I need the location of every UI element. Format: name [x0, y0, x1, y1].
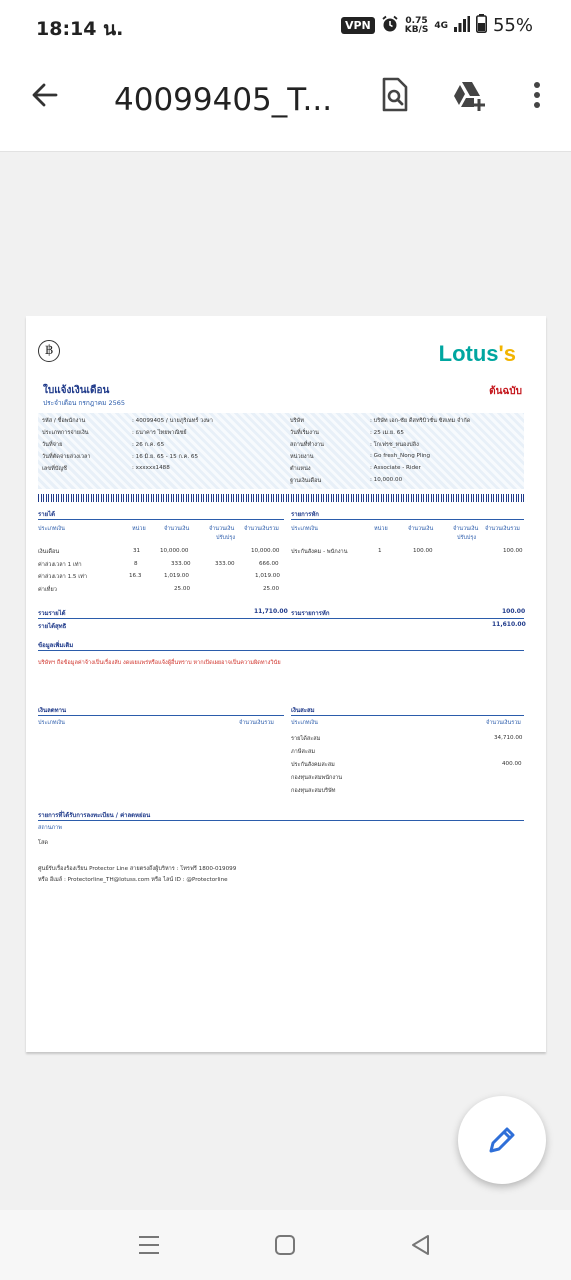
footer-contact: หรือ อีเมล์ : Protectorline_TH@lotuss.com หรือ ไลน์ ID : @Protectorline	[38, 877, 228, 883]
status-col: สถานภาพ	[38, 825, 62, 831]
document-title: 40099405_T...	[114, 82, 333, 118]
edit-pencil-icon	[485, 1123, 519, 1157]
alarm-icon	[381, 15, 399, 37]
back-icon	[408, 1232, 434, 1258]
marital-status: โสด	[38, 840, 49, 846]
network-type: 4G	[434, 20, 448, 31]
divider	[38, 820, 524, 821]
leave-header: เงินลดทาน	[38, 707, 67, 714]
payslip-period: ประจำเดือน กรกฎาคม 2565	[43, 399, 126, 407]
deduction-col-unit: หน่วย	[374, 526, 388, 532]
accumulated-header: เงินสะสม	[291, 707, 315, 714]
document-viewer[interactable]	[0, 153, 571, 1210]
net-income-value: 11,610.00	[492, 621, 526, 628]
edit-button[interactable]	[458, 1096, 546, 1184]
income-col-total: จำนวนเงินรวม	[244, 526, 279, 532]
income-col-adjust: จำนวนเงิน	[209, 526, 235, 532]
app-bar	[0, 54, 571, 152]
battery-icon	[476, 14, 487, 37]
battery-percent: 55%	[492, 15, 533, 36]
lotuss-logo: Lotus's	[438, 341, 516, 366]
employee-info: รหัส / ชื่อพนักงาน : 40099405 / นายภูริณทร์ วงษา ประเภทการจ่ายเงิน : ธนาคาร ไทยพาณิชย์ วันที่จ่าย : 26 ก.ค. 65 วันที่ตัดจ่ายล่วงเวลา : 16 มิ.ย. 65 - 15 ก.ค. 65 เลขที่บัญชี : xxxxxx1488 บริษัท : บริษัท เอก-ชัย ดีสทริบิวชั่น ซิสเทม จำกัด วันที่เริ่มงาน : 25 เม.ย. 65 สถานที่ทำงาน : โกเฟรช_หนองปลิง หน่วยงาน : Go fresh_Nong Pling ตำแหน่ง : Associate - Rider ฐานเงินเดือน : 10,000.00	[38, 413, 524, 489]
more-options-button[interactable]	[527, 76, 547, 114]
income-col-adjust-sub: ปรับปรุง	[216, 535, 236, 541]
original-stamp: ต้นฉบับ	[489, 386, 522, 397]
more-vert-icon	[527, 76, 547, 114]
income-col-unit: หน่วย	[132, 526, 146, 532]
home-icon	[272, 1232, 298, 1258]
recents-button[interactable]	[136, 1232, 162, 1258]
income-col-type: ประเภทเงิน	[38, 526, 65, 532]
add-to-drive-button[interactable]	[450, 76, 484, 114]
income-header: รายได้	[38, 511, 56, 518]
accumulated-col-total: จำนวนเงินรวม	[486, 720, 521, 726]
deduction-col-adjust-sub: ปรับปรุง	[457, 535, 477, 541]
add-to-drive-icon	[450, 76, 488, 114]
vpn-badge: VPN	[341, 17, 375, 34]
search-document-icon	[378, 76, 412, 114]
net-income-label: รายได้สุทธิ	[38, 623, 67, 630]
divider	[38, 650, 524, 651]
system-nav-bar	[0, 1210, 571, 1280]
confidential-note: บริษัทฯ ถือข้อมูลค่าจ้างเป็นเรื่องลับ งดเผยแพร่หรือแจ้งผู้อื่นทราบ หากเปิดเผยอาจเป็นความผิดทางวินัย	[38, 660, 281, 666]
extra-info-header: ข้อมูลเพิ่มเติม	[38, 642, 74, 649]
speed-value: 0.75	[405, 15, 428, 26]
search-document-button[interactable]	[378, 76, 412, 114]
divider	[291, 715, 524, 716]
speed-unit: KB/S	[404, 24, 429, 35]
status-bar	[0, 0, 571, 54]
divider	[38, 715, 284, 716]
back-arrow-icon	[28, 78, 62, 112]
deduction-total-label: รวมรายการหัก	[291, 610, 330, 617]
leave-col-total: จำนวนเงินรวม	[239, 720, 274, 726]
network-speed	[405, 17, 429, 35]
payslip-page: ฿ Lotus's ใบแจ้งเงินเดือน ประจำเดือน กรกฎาคม 2565 ต้นฉบับ รหัส / ชื่อพนักงาน : 40099405 / นายภูริณทร์ วงษา ประเภทการจ่ายเงิน : ธนาคาร ไทยพาณิชย์ วันที่จ่าย : 26 ก.ค. 65 วันที่ตัดจ่ายล่วงเวลา : 16 มิ.ย. 65 - 15 ก.ค. 65 เลขที่บัญชี : xxxxxx1488 บริษัท : บริษัท เอก-ชัย ดีสทริบิวชั่น ซิสเทม จำกัด วันที่เริ่มงาน : 25 เม.ย. 65 สถานที่ทำงาน : โกเฟรช_หนองปลิง หน่วยงาน : Go fresh_Nong Pling ตำแหน่ง : Associate - Rider ฐานเงินเดือน : 10,000.00 รายได้ ประเภทเงิน หน่วย จำนวนเงิน จำนวนเงิน ปรับปรุง จำนวนเงินรวม เงินเดือน 31 10,000.00 10,000.00 ค่าล่วงเวลา 1 เท่า 8 333.00 333.00 666.00 ค่าล่วงเวลา 1.5 เท่า 16.3 1,019.00 1,019.00 ค่าเที่ยว 25.00 25.00 รวมรายได้ 11,710.00 รายได้สุทธิ 11,610.00 รายการหัก ประเภทเงิน หน่วย จำนวนเงิน จำนวนเงิน ปรับปรุง จำนวนเงินรวม ประกันสังคม - พนักงาน 1 100.00 100.00 รวมรายการหัก 100.00 ข้อมูลเพิ่มเติม บริษัทฯ ถือข้อมูลค่าจ้างเป็นเรื่องลับ งดเผยแพร่หรือแจ้งผู้อื่นทราบ หากเปิดเผยอาจเป็นความผิดทางวินัย เงินลดทาน ประเภทเงิน จำนวนเงินรวม เงินสะสม ประเภทเงิน จำนวนเงินรวม รายได้สะสม 34,710.00 ภาษีสะสม ประกันสังคมสะสม 400.00 กองทุนสะสมพนักงาน กองทุนสะสมบริษัท รายการที่ได้รับการลงทะเบียน / ค่าลดหย่อน สถานภาพ โสด ศูนย์รับเรื่องร้องเรียน Protector Line สายตรงถึงผู้บริหาร : โทรฟรี 1800-019099 หรือ อีเมล์ : Protectorline_TH@lotuss.com หรือ ไลน์ ID : @Protectorline	[26, 316, 546, 1052]
barcode-strip	[38, 494, 524, 502]
recents-icon	[136, 1232, 162, 1258]
divider	[38, 618, 524, 619]
status-time: 18:14 น.	[36, 18, 124, 40]
baht-logo-icon: ฿	[38, 340, 60, 362]
income-total-value: 11,710.00	[254, 608, 288, 615]
deduction-col-total: จำนวนเงินรวม	[485, 526, 520, 532]
income-total-label: รวมรายได้	[38, 610, 66, 617]
home-button[interactable]	[272, 1232, 298, 1258]
deduction-col-adjust: จำนวนเงิน	[453, 526, 479, 532]
nav-back-button[interactable]	[408, 1232, 434, 1258]
footer-hotline: ศูนย์รับเรื่องร้องเรียน Protector Line สายตรงถึงผู้บริหาร : โทรฟรี 1800-019099	[38, 866, 237, 872]
back-button[interactable]	[28, 78, 62, 112]
divider	[291, 519, 524, 520]
deduction-col-type: ประเภทเงิน	[291, 526, 318, 532]
income-col-amount: จำนวนเงิน	[164, 526, 190, 532]
deduction-total-value: 100.00	[502, 608, 526, 615]
status-icons	[341, 14, 533, 37]
accumulated-col-type: ประเภทเงิน	[291, 720, 318, 726]
signal-icon	[454, 16, 470, 36]
payslip-title: ใบแจ้งเงินเดือน	[43, 385, 110, 396]
registration-header: รายการที่ได้รับการลงทะเบียน / ค่าลดหย่อน	[38, 812, 151, 819]
divider	[38, 519, 284, 520]
leave-col-type: ประเภทเงิน	[38, 720, 65, 726]
deduction-header: รายการหัก	[291, 511, 319, 518]
deduction-col-amount: จำนวนเงิน	[408, 526, 434, 532]
